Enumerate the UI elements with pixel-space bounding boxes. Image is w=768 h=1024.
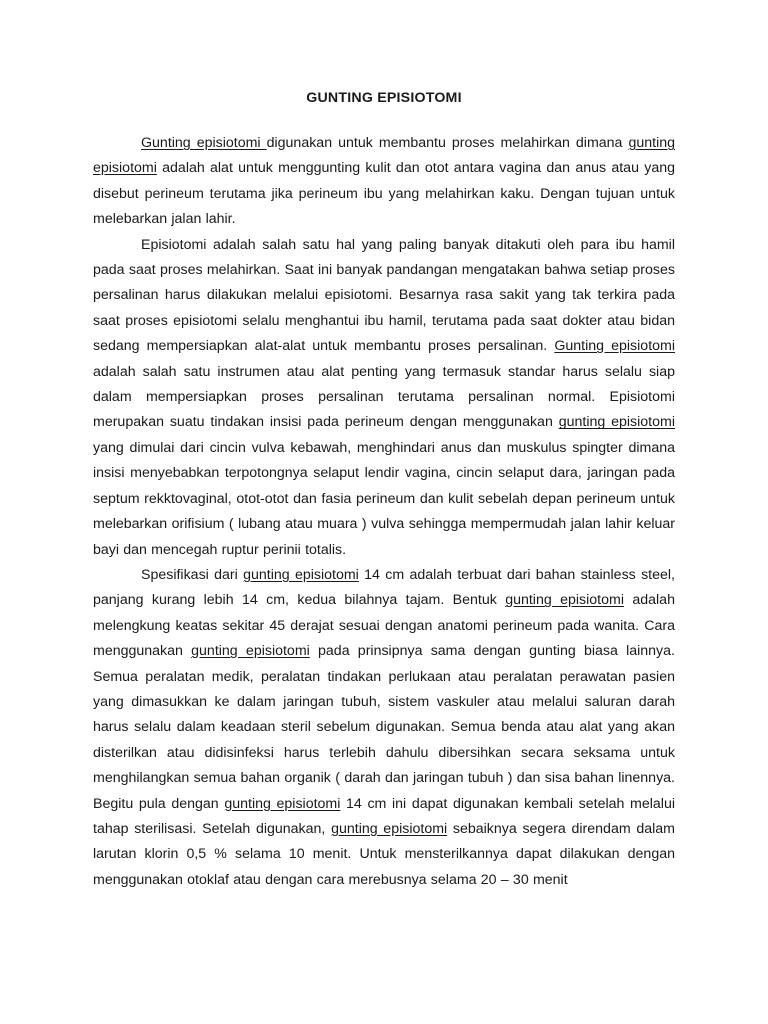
text-run: adalah salah satu instrumen atau alat penting yang termasuk standar harus selalu siap dalam mempersiapkan proses persalinan terutama persalinan normal. Episiotomi merupakan suatu tindakan insisi pada perineum dengan menggunakan	[93, 363, 675, 431]
underlined-term: gunting episiotomi	[505, 592, 624, 609]
text-run: Spesifikasi dari	[141, 566, 244, 583]
text-run: 14 cm ini dapat digunakan kembali setelah melalui tahap sterilisasi. Setelah digunakan,	[93, 795, 675, 837]
text-run: adalah alat untuk menggunting kulit dan otot antara vagina dan anus atau yang disebut perineum terutama jika perineum ibu yang melahirkan kaku. Dengan tujuan untuk melebarkan jalan lahir.	[93, 160, 675, 228]
underlined-term: gunting episiotomi	[331, 820, 448, 837]
paragraph-2	[93, 233, 675, 563]
underlined-term: gunting episiotomi	[243, 566, 359, 583]
text-run: yang dimulai dari cincin vulva kebawah, menghindari anus dan muskulus spingter dimana insisi menyebabkan terpotongnya selaput lendir vagina, cincin selaput dara, jaringan pada septum rekktovaginal, otot-otot dan fasia perineum dan kulit sebelah depan perineum untuk melebarkan orifisium ( lubang atau muara ) vulva sehingga mempermudah jalan lahir keluar bayi dan mencegah ruptur perinii totalis.	[93, 439, 675, 558]
paragraph-3	[93, 563, 675, 893]
underlined-term: gunting episiotomi	[93, 135, 675, 177]
text-run: 14 cm adalah terbuat dari bahan stainless steel, panjang kurang lebih 14 cm, kedua bilahnya tajam. Bentuk	[93, 566, 675, 609]
text-run: adalah melengkung keatas sekitar 45 derajat sesuai dengan anatomi perineum pada wanita. Cara menggunakan	[93, 592, 675, 660]
text-run: Episiotomi adalah salah satu hal yang paling banyak ditakuti oleh para ibu hamil pada saat proses melahirkan. Saat ini banyak pandangan mengatakan bahwa setiap proses persalinan harus dilakukan melalui episiotomi. Besarnya rasa sakit yang tak terkira pada saat proses episiotomi selalu menghantui ibu hamil, terutama pada saat dokter atau bidan sedang mempersiapkan alat-alat untuk membantu proses persalinan.	[93, 236, 675, 355]
underlined-term: gunting episiotomi	[224, 795, 341, 812]
underlined-term: Gunting episiotomi	[141, 135, 267, 151]
underlined-term: gunting episiotomi	[558, 414, 675, 431]
text-run: pada prinsipnya sama dengan gunting biasa lainnya. Semua peralatan medik, peralatan tindakan perlukaan atau peralatan perawatan pasien yang dimasukkan ke dalam jaringan tubuh, sistem vaskuler atau melalui saluran darah harus selalu dalam keadaan steril sebelum digunakan. Semua benda atau alat yang akan disterilkan atau didisinfeksi harus terlebih dahulu dibersihkan secara seksama untuk menghilangkan semua bahan organik ( darah dan jaringan tubuh ) dan sisa bahan linennya. Begitu pula dengan	[93, 643, 675, 812]
underlined-term: gunting episiotomi	[191, 643, 310, 660]
text-run: sebaiknya segera direndam dalam larutan klorin 0,5 % selama 10 menit. Untuk mensterilkannya dapat dilakukan dengan menggunakan otoklaf atau dengan cara merebusnya selama 20 – 30 menit	[93, 820, 675, 888]
underlined-term: Gunting episiotomi	[554, 338, 675, 355]
document-body	[93, 131, 675, 893]
paragraph-1	[93, 131, 675, 233]
text-run: digunakan untuk membantu proses melahirkan dimana	[266, 135, 629, 151]
document-title: GUNTING EPISIOTOMI	[306, 90, 462, 106]
